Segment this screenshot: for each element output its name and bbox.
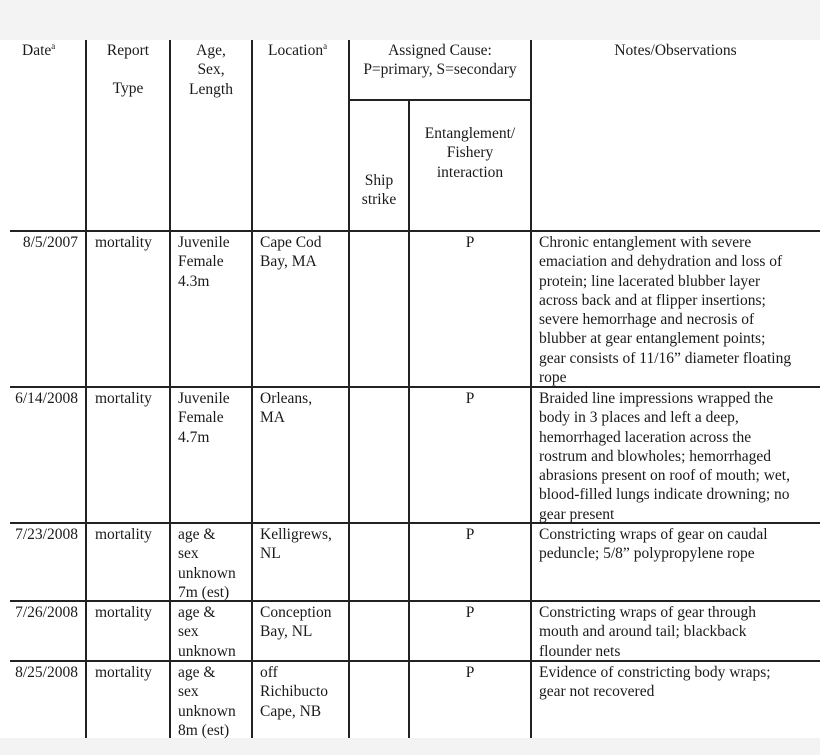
- cell-age-sex-length: age & sex unknown: [178, 604, 236, 660]
- col-divider: [251, 40, 253, 738]
- cell-entanglement: P: [465, 604, 475, 621]
- cell-age-sex-length: age & sex unknown 8m (est): [178, 664, 236, 739]
- header-location: Location$^a$: [268, 41, 328, 59]
- col-divider: [169, 40, 171, 738]
- stranding-table: [0, 40, 820, 738]
- cell-location: Kelligrews, NL: [260, 526, 332, 563]
- row-divider: [10, 600, 820, 602]
- cell-notes: Constricting wraps of gear through mouth and around tail; blackback flounder nets: [539, 604, 756, 660]
- cell-report-type: mortality: [95, 390, 152, 407]
- cell-date: 7/26/2008: [15, 604, 78, 621]
- cell-date: 7/23/2008: [15, 526, 78, 543]
- cell-location: Conception Bay, NL: [260, 604, 332, 641]
- cell-date: 6/14/2008: [15, 390, 78, 407]
- cell-age-sex-length: age & sex unknown 7m (est): [178, 526, 236, 601]
- cell-notes: Constricting wraps of gear on caudal peduncle; 5/8” polypropylene rope: [539, 526, 768, 563]
- cell-notes: Braided line impressions wrapped the body in 3 places and left a deep, hemorrhaged laceration across the rostrum and blowholes; hemorrhaged abrasions present on roof of mouth; wet, blood-filled lungs indicate drowning; no gear present: [539, 390, 790, 523]
- cell-date: 8/25/2008: [15, 664, 78, 681]
- cell-age-sex-length: Juvenile Female 4.7m: [178, 390, 230, 446]
- cell-entanglement: P: [465, 234, 475, 251]
- header-notes: Notes/Observations: [614, 42, 737, 59]
- header-date: Date$^a$: [22, 41, 56, 59]
- cell-location: Cape Cod Bay, MA: [260, 234, 322, 271]
- header-report-type: Report Type: [106, 42, 150, 98]
- header-ship-strike: Ship strike: [361, 172, 397, 209]
- cell-notes: Evidence of constricting body wraps; gear not recovered: [539, 664, 771, 701]
- cell-age-sex-length: Juvenile Female 4.3m: [178, 234, 230, 290]
- cell-entanglement: P: [465, 390, 475, 407]
- col-divider: [85, 40, 87, 738]
- cell-report-type: mortality: [95, 526, 152, 543]
- header-bottom-rule: [10, 230, 820, 232]
- cell-date: 8/5/2007: [22, 234, 78, 251]
- cell-location: off Richibucto Cape, NB: [260, 664, 329, 720]
- header-assigned-cause: Assigned Cause: P=primary, S=secondary: [363, 42, 517, 79]
- header-entanglement: Entanglement/ Fishery interaction: [424, 125, 516, 181]
- subheader-divider: [348, 99, 531, 101]
- cell-location: Orleans, MA: [260, 390, 313, 427]
- cell-notes: Chronic entanglement with severe emaciation and dehydration and loss of protein; line lacerated blubber layer across back and at flipper insertions; severe hemorrhage and necrosis of blubber at gear entanglement points; gear consists of 11/16” diameter floating rope: [539, 234, 792, 387]
- cell-entanglement: P: [465, 526, 475, 543]
- cell-report-type: mortality: [95, 234, 152, 251]
- cell-report-type: mortality: [95, 664, 152, 681]
- header-age-sex-length: Age, Sex, Length: [189, 42, 233, 98]
- cell-entanglement: P: [465, 664, 475, 681]
- col-divider: [348, 40, 350, 738]
- cell-report-type: mortality: [95, 604, 152, 621]
